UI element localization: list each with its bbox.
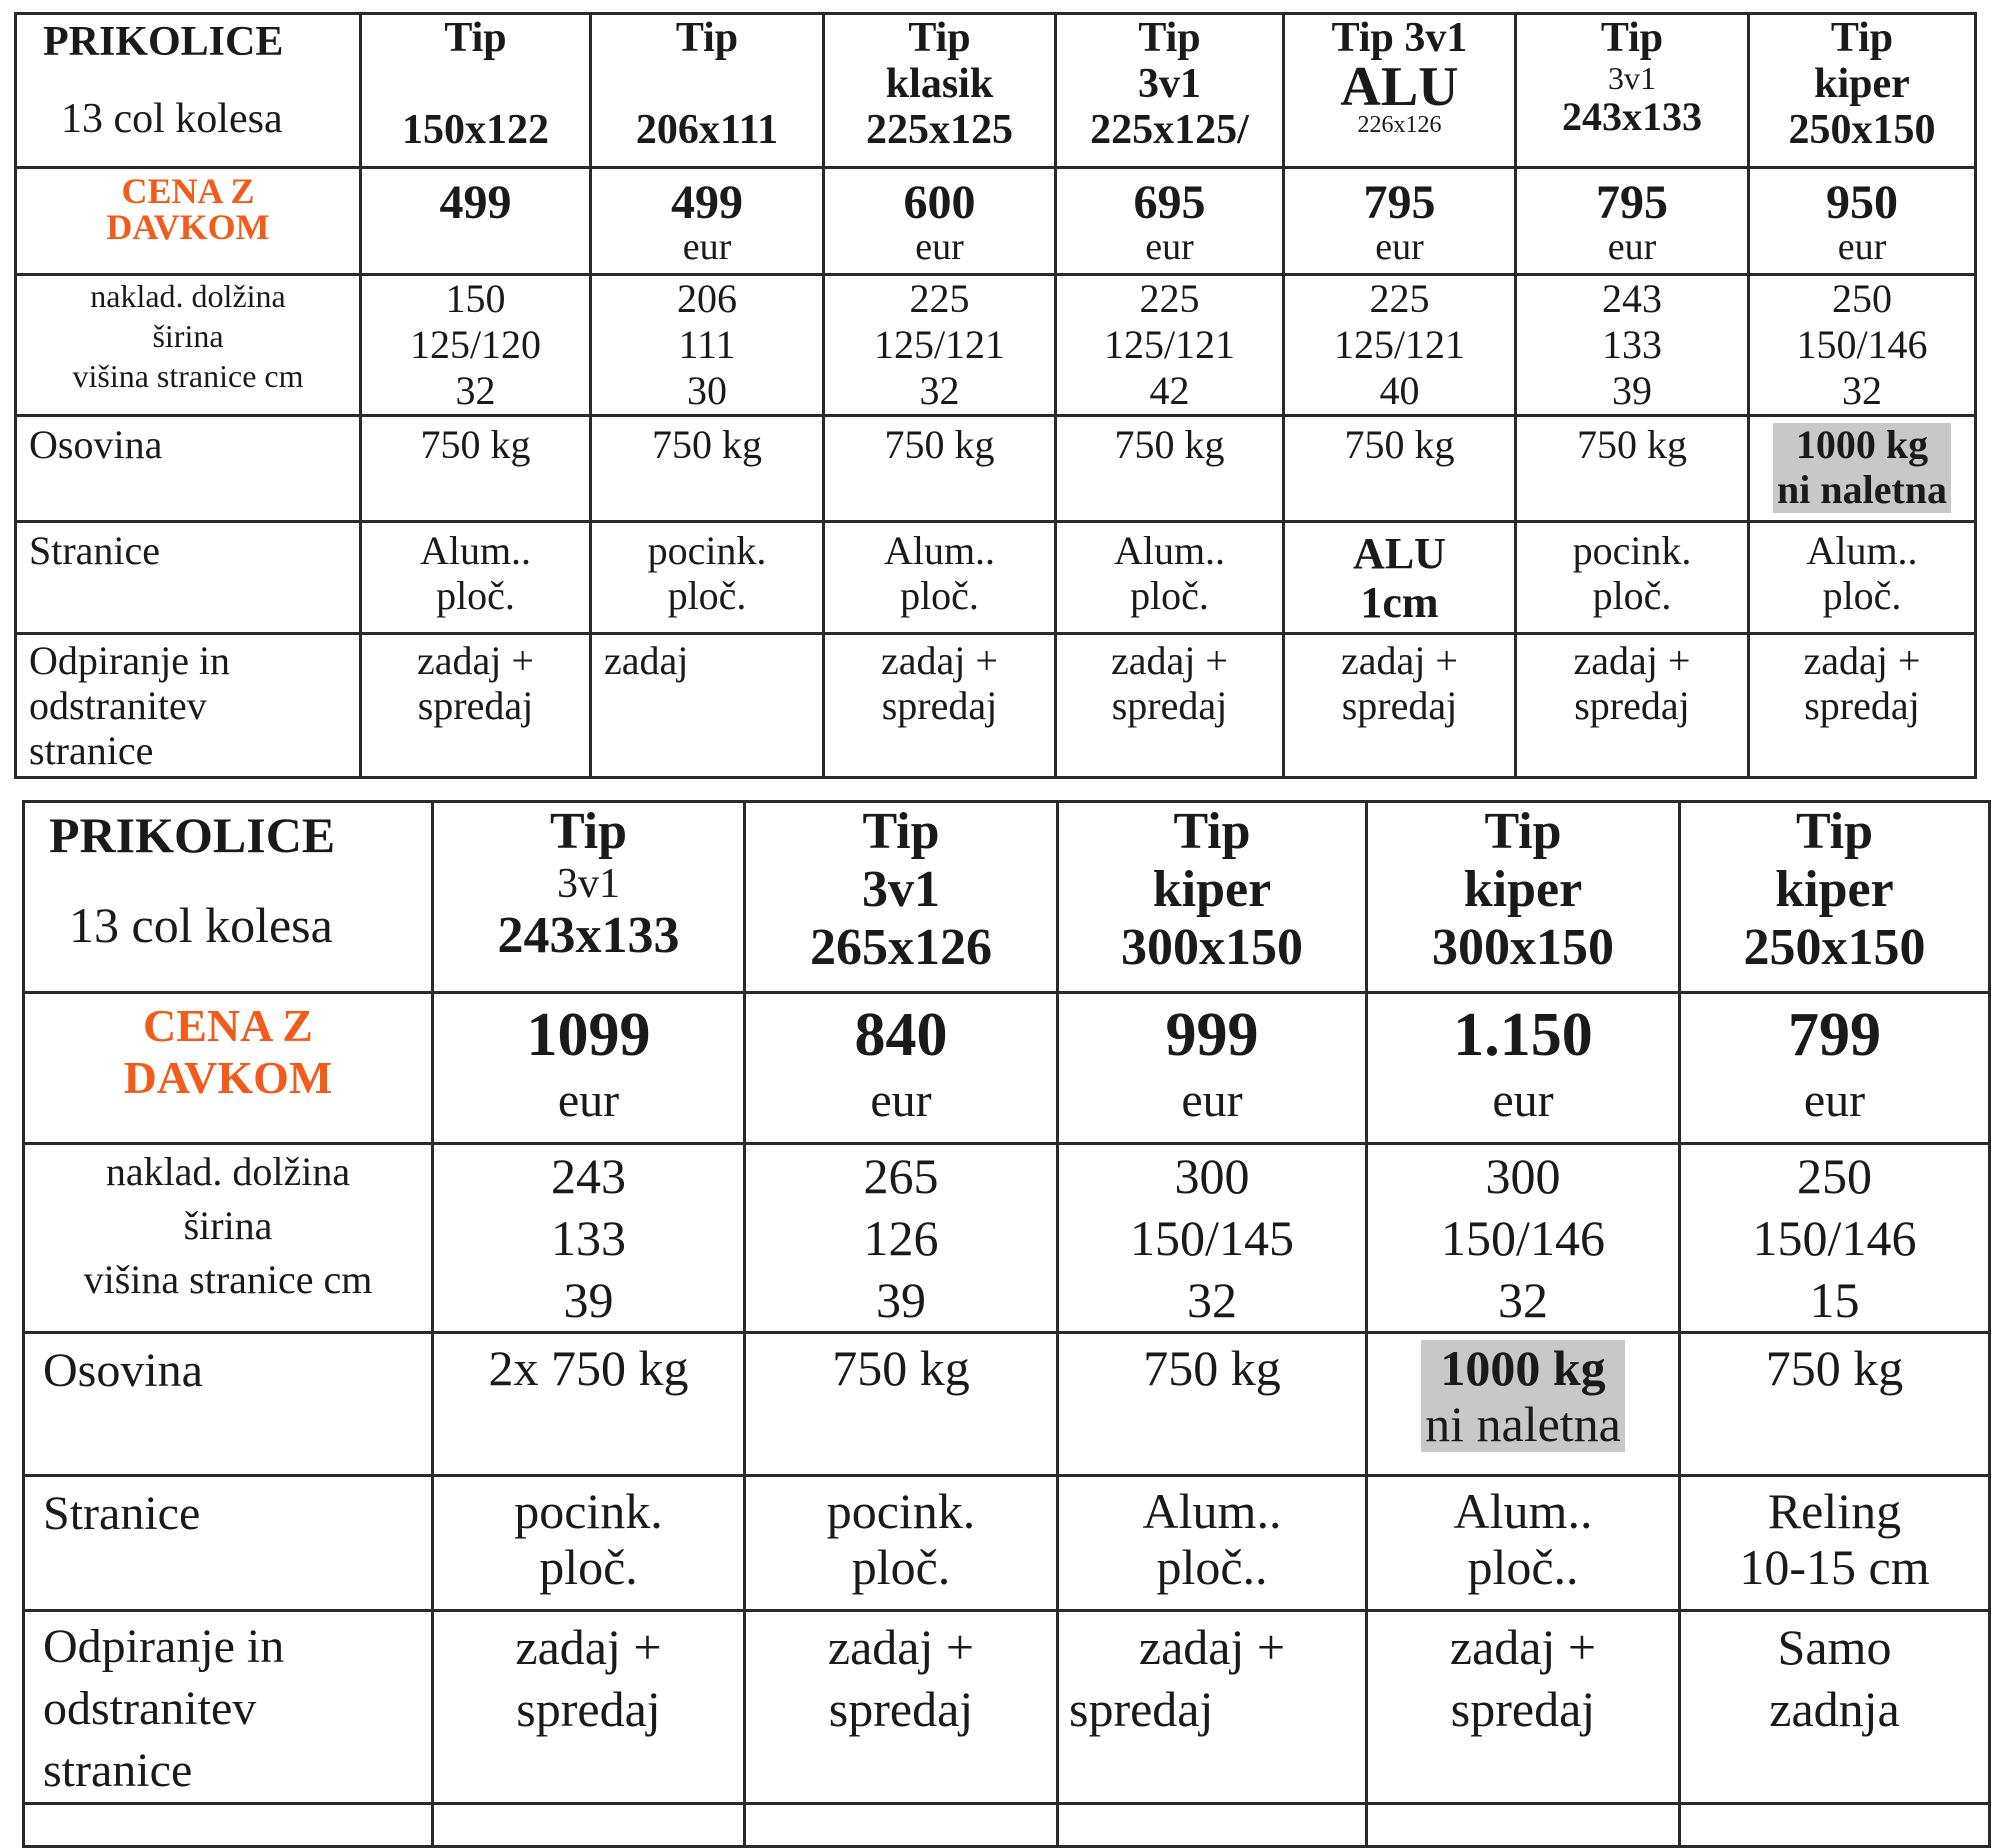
dimensions-row: [16, 275, 1976, 416]
opening-back: zadaj +: [1573, 638, 1691, 683]
price-cell: [1367, 993, 1680, 1144]
opening-back: zadaj +: [827, 1619, 975, 1675]
length-value: 250: [1832, 276, 1892, 321]
model-header: [1516, 14, 1749, 168]
model-header: [361, 14, 591, 168]
model-size: 226x126: [1357, 112, 1442, 138]
sides-row: [24, 1476, 1990, 1611]
axle-value: 1000 kg: [1795, 422, 1929, 467]
axle-label: Osovina: [24, 1333, 433, 1476]
sides-type: ploč..: [1156, 1539, 1268, 1595]
corner-title: PRIKOLICE: [43, 19, 284, 65]
opening-cell: [433, 1611, 745, 1804]
corner-subtitle: 13 col kolesa: [69, 897, 333, 953]
empty-cell: [745, 1804, 1058, 1847]
axle-cell: 750 kg: [824, 416, 1056, 522]
model-size: 225x125: [866, 107, 1013, 153]
model-size: 243x133: [497, 907, 680, 964]
axle-value: 1000 kg: [1440, 1340, 1606, 1396]
dimensions-cell: [1680, 1144, 1990, 1333]
price-cell: [433, 993, 745, 1144]
sides-cell: [433, 1476, 745, 1611]
sides-cell: [745, 1476, 1058, 1611]
axle-cell: 750 kg: [1058, 1333, 1367, 1476]
price-currency: eur: [870, 1074, 932, 1127]
width-value: 126: [863, 1210, 939, 1266]
sides-material: Alum..: [1142, 1483, 1282, 1539]
price-cell: [1058, 993, 1367, 1144]
price-cell: [1284, 168, 1516, 275]
dimensions-cell: [1367, 1144, 1680, 1333]
sides-type: ploč.: [1130, 572, 1209, 618]
model-type: Tip: [908, 15, 971, 61]
height-value: 15: [1809, 1272, 1860, 1328]
price-currency: eur: [557, 1074, 620, 1127]
height-value: 42: [1149, 368, 1190, 413]
model-size: 243x133: [1562, 94, 1702, 139]
model-variant: 3v1: [1608, 60, 1656, 96]
axle-cell: 750 kg: [1056, 416, 1284, 522]
price-value: 695: [1133, 176, 1206, 229]
price-label-line1: CENA Z: [121, 171, 255, 211]
price-value: 795: [1596, 176, 1668, 229]
opening-cell: [591, 634, 824, 778]
sides-material: pocink.: [1572, 528, 1692, 573]
model-type: Tip: [1795, 803, 1874, 860]
sides-material: Alum..: [1113, 528, 1226, 573]
sides-cell: [1056, 522, 1284, 634]
model-type: Tip: [1484, 803, 1562, 860]
height-value: 32: [1498, 1272, 1548, 1328]
model-variant: kiper: [1463, 861, 1583, 918]
price-currency: eur: [682, 226, 732, 268]
axle-cell: 750 kg: [361, 416, 591, 522]
length-value: 225: [1139, 276, 1200, 321]
opening-row: [24, 1611, 1990, 1804]
opening-cell: [1284, 634, 1516, 778]
corner-cell: [16, 14, 361, 168]
opening-label: [16, 634, 361, 778]
sides-type: ploč.: [436, 572, 515, 618]
opening-back: zadaj +: [1341, 638, 1458, 683]
header-row: [24, 802, 1990, 993]
model-header: [1058, 802, 1367, 993]
sides-label: Stranice: [24, 1476, 433, 1611]
dimensions-cell: [433, 1144, 745, 1333]
price-value: 795: [1363, 176, 1436, 229]
corner-cell: [24, 802, 433, 993]
model-header: [1680, 802, 1990, 993]
opening-row: [16, 634, 1976, 778]
empty-cell: [1367, 1804, 1680, 1847]
sides-type: ploč.: [851, 1539, 951, 1595]
model-type: Tip: [1600, 15, 1664, 61]
price-currency: eur: [1837, 226, 1887, 268]
axle-cell: 750 kg: [745, 1333, 1058, 1476]
opening-cell: [745, 1611, 1058, 1804]
sides-type: ploč.: [1592, 572, 1672, 618]
opening-label-line1: Odpiranje in: [43, 1620, 285, 1673]
model-size: 250x150: [1788, 107, 1936, 153]
axle-row: [24, 1333, 1990, 1476]
opening-label-line3: stranice: [29, 727, 154, 773]
model-header: [745, 802, 1058, 993]
price-cell: [361, 168, 591, 275]
opening-cell: [824, 634, 1056, 778]
height-value: 32: [455, 368, 496, 413]
opening-label-line2: odstranitev: [29, 682, 207, 728]
model-type: Tip: [862, 803, 940, 860]
price-row: [24, 993, 1990, 1144]
sides-cell: [1680, 1476, 1990, 1611]
opening-cell: [1749, 634, 1976, 778]
axle-cell: 750 kg: [1284, 416, 1516, 522]
opening-cell: [1058, 1611, 1367, 1804]
opening-label-line3: stranice: [43, 1744, 193, 1797]
opening-cell: [1516, 634, 1749, 778]
model-variant: klasik: [885, 61, 994, 107]
empty-cell: [1680, 1804, 1990, 1847]
length-value: 150: [445, 276, 506, 321]
sides-type: 10-15 cm: [1739, 1539, 1930, 1595]
dimensions-cell: [1284, 275, 1516, 416]
sides-material: Alum..: [419, 528, 532, 573]
price-cell: [1749, 168, 1976, 275]
length-value: 265: [863, 1148, 939, 1204]
price-currency: eur: [915, 226, 964, 268]
axle-cell: [1367, 1333, 1680, 1476]
dimensions-cell: [591, 275, 824, 416]
opening-cell: [1056, 634, 1284, 778]
model-size: 206x111: [635, 107, 779, 153]
model-variant: ALU: [1340, 56, 1459, 118]
header-row: [16, 14, 1976, 168]
model-type: Tip: [549, 803, 628, 860]
height-value: 32: [1187, 1272, 1237, 1328]
model-type: Tip: [1173, 803, 1251, 860]
dimensions-row: [24, 1144, 1990, 1333]
opening-cell: [361, 634, 591, 778]
width-value: 125/121: [1103, 322, 1236, 367]
height-value: 30: [687, 368, 727, 413]
model-size: 225x125/: [1090, 107, 1249, 153]
model-type: Tip 3v1: [1331, 15, 1468, 61]
corner-subtitle: 13 col kolesa: [61, 96, 283, 143]
model-type: Tip: [1138, 15, 1201, 61]
price-currency: eur: [1803, 1074, 1866, 1127]
sides-type: ploč.: [539, 1539, 638, 1595]
width-value: 125/121: [1333, 322, 1466, 367]
sides-cell: [1749, 522, 1976, 634]
width-value: 125/121: [873, 322, 1006, 367]
opening-front: spredaj: [828, 1681, 974, 1737]
sides-material: pocink.: [826, 1483, 976, 1539]
sides-cell: [824, 522, 1056, 634]
model-header: [824, 14, 1056, 168]
price-cell: [1056, 168, 1284, 275]
sides-material: Reling: [1767, 1483, 1902, 1539]
axle-note: ni naletna: [1425, 1396, 1621, 1452]
width-value: 150/146: [1441, 1210, 1605, 1266]
dims-label-length: naklad. dolžina: [105, 1149, 351, 1194]
dimensions-cell: [1058, 1144, 1367, 1333]
price-label: [16, 168, 361, 275]
opening-back: Samo: [1777, 1619, 1892, 1675]
dims-label-width: širina: [183, 1203, 273, 1248]
axle-highlight: [1773, 423, 1951, 513]
model-header: [1284, 14, 1516, 168]
opening-cell: [1367, 1611, 1680, 1804]
price-value: 840: [854, 1001, 948, 1069]
empty-cell: [1058, 1804, 1367, 1847]
length-value: 243: [1602, 276, 1662, 321]
model-header: [1056, 14, 1284, 168]
price-value: 499: [439, 176, 512, 229]
opening-front: spredaj: [417, 682, 534, 728]
opening-front: spredaj: [1341, 682, 1458, 728]
width-value: 111: [678, 322, 736, 367]
model-variant: 3v1: [862, 861, 940, 918]
height-value: 32: [1842, 368, 1882, 413]
length-value: 206: [677, 276, 737, 321]
price-label-line2: DAVKOM: [123, 1052, 333, 1103]
dimensions-cell: [1056, 275, 1284, 416]
opening-back: zadaj +: [1111, 638, 1228, 683]
opening-front: spredaj: [1111, 682, 1228, 728]
dimensions-cell: [745, 1144, 1058, 1333]
axle-cell: 750 kg: [1680, 1333, 1990, 1476]
sides-cell: [1058, 1476, 1367, 1611]
price-value: 950: [1826, 176, 1898, 229]
model-variant: 3v1: [557, 861, 620, 907]
sides-label: Stranice: [16, 522, 361, 634]
price-cell: [745, 993, 1058, 1144]
dims-label-width: širina: [152, 318, 224, 354]
price-currency: eur: [1492, 1074, 1554, 1127]
model-variant: [592, 61, 822, 107]
model-size: 150x122: [402, 107, 549, 153]
opening-front: spredaj: [1069, 1681, 1214, 1737]
length-value: 225: [909, 276, 970, 321]
width-value: 133: [1602, 322, 1662, 367]
model-type: Tip: [1830, 15, 1894, 61]
opening-front: spredaj: [1574, 682, 1690, 728]
width-value: 150/145: [1130, 1210, 1294, 1266]
opening-label: [24, 1611, 433, 1804]
empty-cell: [24, 1804, 433, 1847]
model-size: 265x126: [810, 919, 992, 976]
price-cell: [824, 168, 1056, 275]
opening-back: zadaj +: [1803, 638, 1921, 683]
width-value: 133: [551, 1210, 626, 1266]
trailer-table-1: [14, 12, 1977, 779]
sides-cell: [361, 522, 591, 634]
sides-material: Alum..: [883, 528, 996, 573]
axle-highlight: [1421, 1340, 1625, 1452]
dims-label-height: višina stranice cm: [72, 358, 304, 394]
dimensions-cell: [824, 275, 1056, 416]
axle-cell: [1749, 416, 1976, 522]
height-value: 32: [919, 368, 960, 413]
width-value: 150/146: [1752, 1210, 1917, 1266]
opening-front: spredaj: [1450, 1681, 1596, 1737]
model-header: [591, 14, 824, 168]
height-value: 39: [1612, 368, 1652, 413]
sides-material: Alum..: [1806, 528, 1918, 573]
opening-cell: [1680, 1611, 1990, 1804]
sides-type: ploč.: [900, 572, 979, 618]
length-value: 243: [551, 1148, 626, 1204]
corner-title: PRIKOLICE: [49, 807, 336, 863]
model-type: Tip: [444, 15, 507, 61]
model-header: [1749, 14, 1976, 168]
price-currency: eur: [1181, 1074, 1243, 1127]
model-header: [1367, 802, 1680, 993]
sides-cell: [591, 522, 824, 634]
axle-row: [16, 416, 1976, 522]
width-value: 125/120: [409, 322, 542, 367]
sides-cell: [1516, 522, 1749, 634]
model-type: Tip: [675, 15, 739, 61]
price-value: 600: [903, 176, 976, 229]
axle-note: ni naletna: [1776, 466, 1948, 512]
opening-back: zadaj +: [1138, 1619, 1286, 1675]
price-value: 1099: [526, 1001, 651, 1069]
axle-cell: 750 kg: [591, 416, 824, 522]
sides-type: 1cm: [1360, 578, 1439, 628]
empty-row: [24, 1804, 1990, 1847]
price-value: 799: [1788, 1001, 1881, 1069]
opening-front: spredaj: [881, 682, 998, 728]
model-variant: [362, 61, 589, 107]
sides-material: pocink.: [514, 1483, 663, 1539]
length-value: 300: [1485, 1148, 1561, 1204]
dimensions-cell: [361, 275, 591, 416]
height-value: 40: [1379, 368, 1420, 413]
dimensions-label: [16, 275, 361, 416]
model-variant: kiper: [1814, 61, 1910, 107]
opening-back: zadaj +: [417, 638, 534, 683]
model-header: [433, 802, 745, 993]
opening-back: zadaj +: [1449, 1619, 1597, 1675]
width-value: 150/146: [1796, 322, 1928, 367]
sides-material: pocink.: [647, 528, 767, 573]
dimensions-label: [24, 1144, 433, 1333]
price-currency: eur: [1375, 226, 1424, 268]
model-size: 300x150: [1432, 919, 1614, 976]
sides-type: ploč.: [1822, 572, 1902, 618]
opening-front: zadnja: [1769, 1681, 1900, 1737]
dims-label-height: višina stranice cm: [83, 1257, 373, 1302]
sides-cell: [1367, 1476, 1680, 1611]
axle-cell: 2x 750 kg: [433, 1333, 745, 1476]
dimensions-cell: [1749, 275, 1976, 416]
opening-front: spredaj: [1804, 682, 1920, 728]
height-value: 39: [876, 1272, 926, 1328]
sides-material: ALU: [1353, 529, 1446, 578]
price-cell: [1680, 993, 1990, 1144]
price-value: 1.150: [1453, 1001, 1593, 1069]
sides-type: ploč..: [1467, 1539, 1579, 1595]
height-value: 39: [563, 1272, 614, 1328]
price-cell: [1516, 168, 1749, 275]
model-variant: 3v1: [1138, 61, 1201, 107]
trailer-table-2: [22, 800, 1991, 1848]
length-value: 300: [1174, 1148, 1250, 1204]
opening-label-line1: Odpiranje in: [29, 638, 231, 683]
sides-row: [16, 522, 1976, 634]
price-currency: eur: [1607, 226, 1657, 268]
price-row: [16, 168, 1976, 275]
sides-cell: [1284, 522, 1516, 634]
model-size: 250x150: [1743, 919, 1926, 976]
opening-label-line2: odstranitev: [43, 1682, 257, 1735]
price-label-line2: DAVKOM: [106, 207, 270, 247]
axle-label: Osovina: [16, 416, 361, 522]
opening-back: zadaj +: [881, 638, 998, 683]
price-value: 999: [1165, 1001, 1259, 1069]
sides-material: Alum..: [1453, 1483, 1593, 1539]
model-variant: kiper: [1775, 861, 1894, 918]
price-label: [24, 993, 433, 1144]
opening-back: zadaj: [604, 638, 689, 683]
dims-label-length: naklad. dolžina: [90, 278, 286, 314]
model-size: 300x150: [1121, 919, 1303, 976]
price-cell: [591, 168, 824, 275]
length-value: 250: [1797, 1148, 1872, 1204]
opening-front: spredaj: [516, 1681, 661, 1737]
empty-cell: [433, 1804, 745, 1847]
price-currency: eur: [1145, 226, 1194, 268]
price-label-line1: CENA Z: [143, 1000, 313, 1051]
length-value: 225: [1369, 276, 1430, 321]
opening-back: zadaj +: [515, 1619, 662, 1675]
axle-cell: 750 kg: [1516, 416, 1749, 522]
model-variant: kiper: [1152, 861, 1272, 918]
price-value: 499: [671, 176, 743, 229]
sides-type: ploč.: [667, 572, 747, 618]
dimensions-cell: [1516, 275, 1749, 416]
